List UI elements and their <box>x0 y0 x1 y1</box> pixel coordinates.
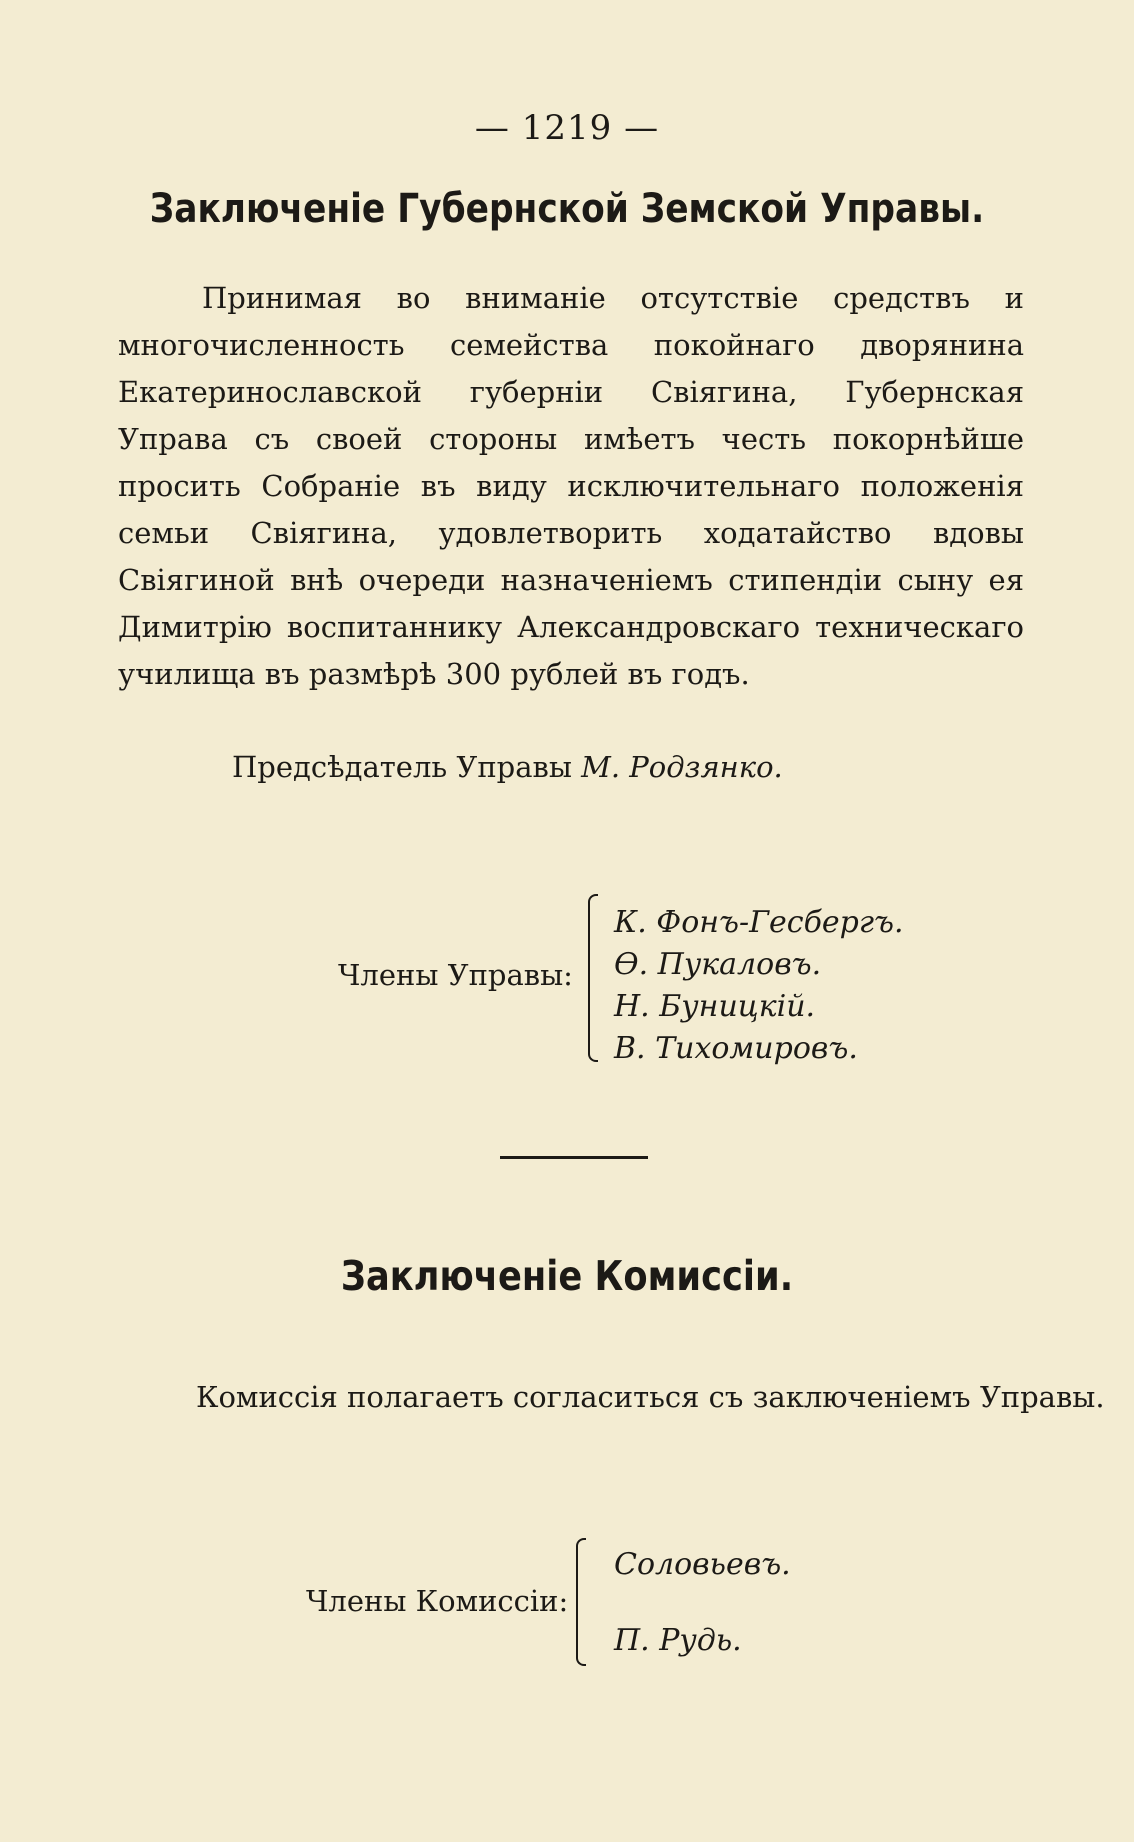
commission-members-brace <box>576 1548 590 1656</box>
page-number: — 1219 — <box>474 108 660 148</box>
chairman-name: М. Родзянко. <box>581 750 783 784</box>
commission-conclusion-text: Комиссія полагаетъ согласиться съ заключеніемъ Управы. <box>196 1380 1105 1414</box>
board-member-name: К. Фонъ-Гесбергъ. <box>614 905 904 940</box>
board-members-list <box>614 902 904 1070</box>
board-conclusion-text: Принимая во вниманіе отсутствіе средствъ и многочисленность семейства покойнаго дворянина Екатеринославской губерніи Свіягина, Губернская Управа съ своей стороны имѣетъ честь покорнѣйше просить Собраніе въ виду исключительнаго положенія семьи Свіягина, удовлетворить ходатайство вдовы Свіягиной внѣ очереди назначеніемъ стипендіи сыну ея Димитрію воспитаннику Александровскаго техническаго училища въ размѣрѣ 300 рублей въ годъ. <box>118 281 1024 691</box>
board-member-name: Ѳ. Пукаловъ. <box>614 947 822 982</box>
board-members-brace <box>588 904 602 1052</box>
commission-members-label: Члены Комиссіи: <box>306 1584 569 1618</box>
commission-conclusion-heading: Заключеніе Комиссіи. <box>340 1252 794 1300</box>
board-member-name: В. Тихомировъ. <box>614 1031 858 1066</box>
board-conclusion-heading: Заключеніе Губернской Земской Управы. <box>149 186 985 232</box>
commission-members-list <box>614 1544 791 1696</box>
board-member-name: Н. Буницкій. <box>614 989 816 1024</box>
commission-member-name: П. Рудь. <box>614 1623 742 1658</box>
chairman-title: Предсѣдатель Управы <box>232 750 572 784</box>
section-divider <box>500 1156 648 1159</box>
commission-member-name: Соловьевъ. <box>614 1547 791 1582</box>
chairman-signature <box>232 750 783 784</box>
board-members-label: Члены Управы: <box>338 958 573 992</box>
